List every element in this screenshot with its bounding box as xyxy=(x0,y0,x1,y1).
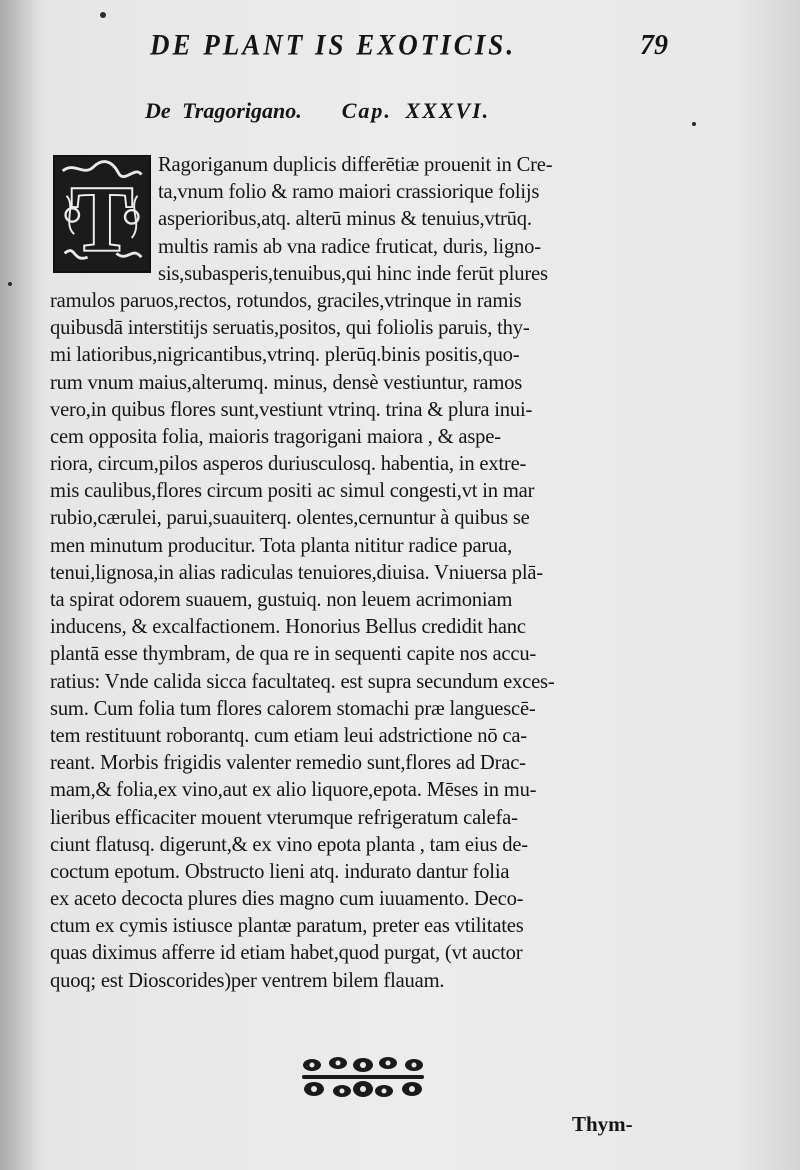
text-line: quoq; est Dioscorides)per ventrem bilem flauam. xyxy=(50,969,445,992)
fleuron-ornament-icon xyxy=(298,1055,428,1103)
text-line: mam,& folia,ex vino,aut ex alio liquore,epota. Mēses in mu- xyxy=(50,779,537,802)
text-line: ta,vnum folio & ramo maiori crassiorique folijs xyxy=(158,181,540,204)
chapter-body xyxy=(50,152,682,995)
text-line: cem opposita folia, maioris tragorigani maiora , & aspe- xyxy=(50,425,501,448)
text-line: coctum epotum. Obstructo lieni atq. indurato dantur folia xyxy=(50,860,510,883)
text-line: plantā esse thymbram, de qua re in sequenti capite nos accu- xyxy=(50,643,537,666)
text-line: quibusdā interstitijs seruatis,positos, qui foliolis paruis, thy- xyxy=(50,317,530,340)
text-line: sum. Cum folia tum flores calorem stomachi præ languescē- xyxy=(50,697,536,720)
text-line: ciunt flatusq. digerunt,& ex vino epota planta , tam eius de- xyxy=(50,833,528,856)
chapter-heading xyxy=(145,98,490,124)
text-line: mis caulibus,flores circum positi ac simul congesti,vt in mar xyxy=(50,480,535,503)
ink-speck xyxy=(100,12,106,18)
text-line: ex aceto decocta plures dies magno cum iuuamento. Deco- xyxy=(50,888,524,911)
ink-speck xyxy=(8,282,12,286)
chapter-number: Cap. XXXVI. xyxy=(341,98,491,123)
text-line: rubio,cærulei, parui,suauiterq. olentes,cernuntur à quibus se xyxy=(50,507,530,530)
running-head: DE PLANT IS EXOTICIS. xyxy=(150,28,517,62)
gutter-shadow xyxy=(0,0,40,1170)
text-line: multis ramis ab vna radice fruticat, duris, ligno- xyxy=(158,235,541,258)
catchword: Thym- xyxy=(572,1112,633,1136)
text-line: tenui,lignosa,in alias radiculas tenuiores,diuisa. Vniuersa plā- xyxy=(50,561,543,584)
text-line: reant. Morbis frigidis valenter remedio sunt,flores ad Drac- xyxy=(50,752,526,775)
text-line: lieribus efficaciter mouent vterumque refrigeratum calefa- xyxy=(50,806,518,829)
text-line: quas diximus afferre id etiam habet,quod purgat, (vt auctor xyxy=(50,942,523,965)
text-line: ratius: Vnde calida sicca facultateq. est supra secundum exces- xyxy=(50,670,555,693)
text-line: asperioribus,atq. alterū minus & tenuius,vtrūq. xyxy=(158,208,532,231)
text-line: mi latioribus,nigricantibus,vtrinq. plerūq.binis positis,quo- xyxy=(50,344,520,367)
text-line: ramulos paruos,rectos, rotundos, graciles,vtrinque in ramis xyxy=(50,289,522,312)
text-line: riora, circum,pilos asperos duriusculosq. habentia, in extre- xyxy=(50,453,527,476)
text-line: rum vnum maius,alterumq. minus, densè vestiuntur, ramos xyxy=(50,371,523,394)
ink-speck xyxy=(692,122,696,126)
chapter-title: De Tragorigano. xyxy=(145,98,302,123)
initial-letter: T xyxy=(71,167,133,270)
page-number: 79 xyxy=(640,30,668,61)
text-line: men minutum producitur. Tota planta nititur radice parua, xyxy=(50,534,513,557)
text-line: ctum ex cymis istiusce plantæ paratum, preter eas vtilitates xyxy=(50,915,524,938)
text-line: tem restituunt roborantq. cum etiam leui adstrictione nō ca- xyxy=(50,724,527,747)
text-line: vero,in quibus flores sunt,vestiunt vtrinq. trina & plura inui- xyxy=(50,398,533,421)
text-line: ta spirat odorem suauem, gustuiq. non leuem acrimoniam xyxy=(50,589,513,611)
text-line: Ragoriganum duplicis differētiæ prouenit in Cre- xyxy=(158,154,553,176)
text-line: inducens, & excalfactionem. Honorius Bellus credidit hanc xyxy=(50,616,526,639)
text-line: sis,subasperis,tenuibus,qui hinc inde ferūt plures xyxy=(158,262,548,285)
